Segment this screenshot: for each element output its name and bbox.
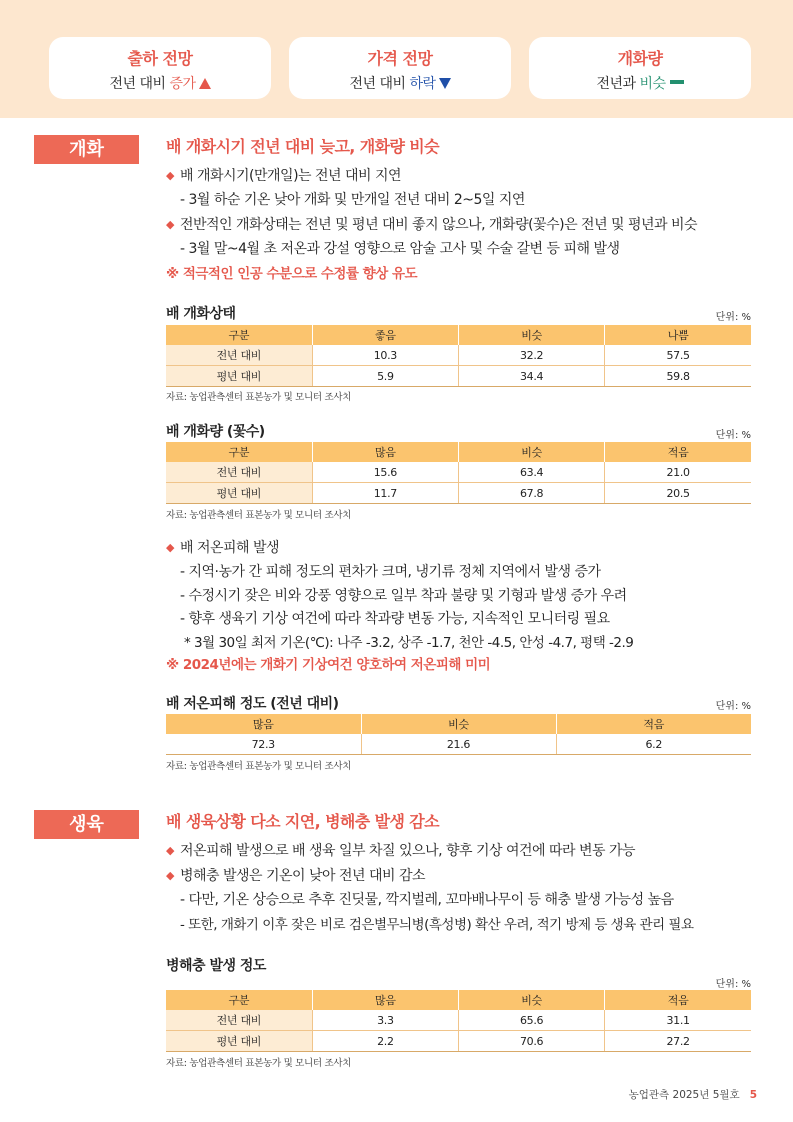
bullet-line: ◆ 저온피해 발생으로 배 생육 일부 차질 있으나, 향후 기상 여건에 따라 변동 가능 (166, 843, 636, 859)
sub-line: - 또한, 개화기 이후 잦은 비로 검은별무늬병(흑성병) 확산 우려, 적기 방제 등 생육 관리 필요 (180, 917, 694, 933)
page-footer (629, 1087, 757, 1102)
bullet-line: ◆ 배 저온피해 발생 (166, 540, 280, 556)
row-label: 평년 대비 (166, 1031, 312, 1052)
table-cell: 57.5 (605, 345, 751, 366)
table-source: 자료: 농업관측센터 표본농가 및 모니터 조사치 (166, 1058, 352, 1069)
sub-line: - 3월 말~4월 초 저온과 강설 영향으로 암술 고사 및 수술 갈변 등 피해 발생 (180, 241, 620, 257)
table-unit: 단위: % (715, 979, 751, 990)
table-cell: 21.0 (605, 462, 751, 483)
header-cell: 구분 (166, 442, 312, 462)
sub-line: - 다만, 기온 상승으로 추후 진딧물, 깍지벌레, 꼬마배나무이 등 해충 발생 가능성 높음 (180, 892, 674, 908)
header-cell: 비슷 (459, 990, 605, 1010)
table-cell: 72.3 (166, 734, 361, 755)
header-cell: 적음 (605, 990, 751, 1010)
flowering-amount-table (166, 442, 751, 504)
table-row (166, 366, 751, 387)
row-label: 평년 대비 (166, 483, 312, 504)
header-cell: 많음 (312, 442, 458, 462)
table-row (166, 462, 751, 483)
header-cell: 적음 (556, 714, 751, 734)
card-title: 가격 전망 (367, 49, 433, 68)
frost-damage-table (166, 714, 751, 755)
price-outlook-card (289, 37, 511, 99)
header-cell: 많음 (166, 714, 361, 734)
status-text: 증가 (169, 76, 196, 92)
status-text: 하락 (409, 76, 436, 92)
section-tag-flowering: 개화 (34, 135, 139, 164)
table-cell: 67.8 (459, 483, 605, 504)
table-row (166, 734, 751, 755)
header-cell: 적음 (605, 442, 751, 462)
card-title: 개화량 (617, 49, 663, 68)
sub-line: - 3월 하순 기온 낮아 개화 및 만개일 전년 대비 2~5일 지연 (180, 192, 525, 208)
up-triangle-icon (199, 78, 211, 89)
card-value: 전년과 비슷 (529, 73, 751, 93)
table-cell: 34.4 (459, 366, 605, 387)
table-header-row (166, 325, 751, 345)
sub-line: - 향후 생육기 기상 여건에 따라 착과량 변동 가능, 지속적인 모니터링 필요 (180, 611, 610, 627)
header-cell: 비슷 (459, 442, 605, 462)
footnote-line: * 3월 30일 최저 기온(℃): 나주 -3.2, 상주 -1.7, 천안 -4.5, 안성 -4.7, 평택 -2.9 (184, 635, 634, 651)
card-value: 전년 대비 하락 (289, 73, 511, 93)
table-header-row (166, 442, 751, 462)
table-cell: 2.2 (312, 1031, 458, 1052)
table-cell: 70.6 (459, 1031, 605, 1052)
bullet-line: ◆ 배 개화시기(만개일)는 전년 대비 지연 (166, 168, 402, 184)
card-title: 출하 전망 (127, 49, 193, 68)
card-value: 전년 대비 증가 (49, 73, 271, 93)
table-cell: 5.9 (312, 366, 458, 387)
diamond-bullet-icon: ◆ (166, 869, 174, 882)
table-cell: 27.2 (605, 1031, 751, 1052)
table-unit: 단위: % (715, 701, 751, 712)
publication-name: 농업관측 2025년 5월호 (628, 1089, 740, 1101)
header-cell: 좋음 (312, 325, 458, 345)
table-source: 자료: 농업관측센터 표본농가 및 모니터 조사치 (166, 392, 352, 403)
diamond-bullet-icon: ◆ (166, 169, 174, 182)
diamond-bullet-icon: ◆ (166, 844, 174, 857)
flowering-status-table (166, 325, 751, 387)
header-cell: 구분 (166, 325, 312, 345)
table-row (166, 483, 751, 504)
diamond-bullet-icon: ◆ (166, 218, 174, 231)
table-source: 자료: 농업관측센터 표본농가 및 모니터 조사치 (166, 510, 352, 521)
section-headline: 배 생육상황 다소 지연, 병해충 발생 감소 (166, 812, 439, 831)
header-cell: 많음 (312, 990, 458, 1010)
table-cell: 15.6 (312, 462, 458, 483)
header-cell: 비슷 (459, 325, 605, 345)
note-line: ※ 적극적인 인공 수분으로 수정률 향상 유도 (166, 266, 418, 282)
table-title: 배 개화량 (꽃수) (166, 424, 265, 440)
table-title: 배 개화상태 (166, 306, 236, 322)
table-cell: 32.2 (459, 345, 605, 366)
bullet-line: ◆ 병해충 발생은 기온이 낮아 전년 대비 감소 (166, 868, 426, 884)
row-label: 전년 대비 (166, 1010, 312, 1031)
section-tag-growth: 생육 (34, 810, 139, 839)
table-cell: 10.3 (312, 345, 458, 366)
table-cell: 11.7 (312, 483, 458, 504)
down-triangle-icon (439, 78, 451, 89)
table-cell: 6.2 (556, 734, 751, 755)
table-title: 배 저온피해 정도 (전년 대비) (166, 696, 339, 712)
flowering-amount-card (529, 37, 751, 99)
table-row (166, 345, 751, 366)
table-cell: 59.8 (605, 366, 751, 387)
section-headline: 배 개화시기 전년 대비 늦고, 개화량 비슷 (166, 137, 439, 156)
table-unit: 단위: % (715, 312, 751, 323)
row-label: 전년 대비 (166, 345, 312, 366)
table-cell: 65.6 (459, 1010, 605, 1031)
table-cell: 21.6 (361, 734, 556, 755)
pest-occurrence-table (166, 990, 751, 1052)
table-cell: 31.1 (605, 1010, 751, 1031)
header-cell: 나쁨 (605, 325, 751, 345)
bullet-line: ◆ 전반적인 개화상태는 전년 및 평년 대비 좋지 않으나, 개화량(꽃수)은 전년 및 평년과 비슷 (166, 217, 698, 233)
row-label: 평년 대비 (166, 366, 312, 387)
header-cell: 구분 (166, 990, 312, 1010)
table-cell: 20.5 (605, 483, 751, 504)
status-text: 비슷 (639, 76, 666, 92)
table-source: 자료: 농업관측센터 표본농가 및 모니터 조사치 (166, 761, 352, 772)
table-cell: 3.3 (312, 1010, 458, 1031)
table-header-row (166, 714, 751, 734)
table-header-row (166, 990, 751, 1010)
note-line: ※ 2024년에는 개화기 기상여건 양호하여 저온피해 미미 (166, 657, 491, 673)
table-cell: 63.4 (459, 462, 605, 483)
row-label: 전년 대비 (166, 462, 312, 483)
table-row (166, 1031, 751, 1052)
sub-line: - 지역·농가 간 피해 정도의 편차가 크며, 냉기류 정체 지역에서 발생 증가 (180, 564, 601, 580)
header-cell: 비슷 (361, 714, 556, 734)
table-row (166, 1010, 751, 1031)
page-number: 5 (749, 1089, 757, 1101)
diamond-bullet-icon: ◆ (166, 541, 174, 554)
shipment-outlook-card (49, 37, 271, 99)
table-title: 병해충 발생 정도 (166, 958, 266, 974)
sub-line: - 수정시기 잦은 비와 강풍 영향으로 일부 착과 불량 및 기형과 발생 증가 우려 (180, 588, 627, 604)
table-unit: 단위: % (715, 430, 751, 441)
dash-icon (670, 80, 684, 84)
